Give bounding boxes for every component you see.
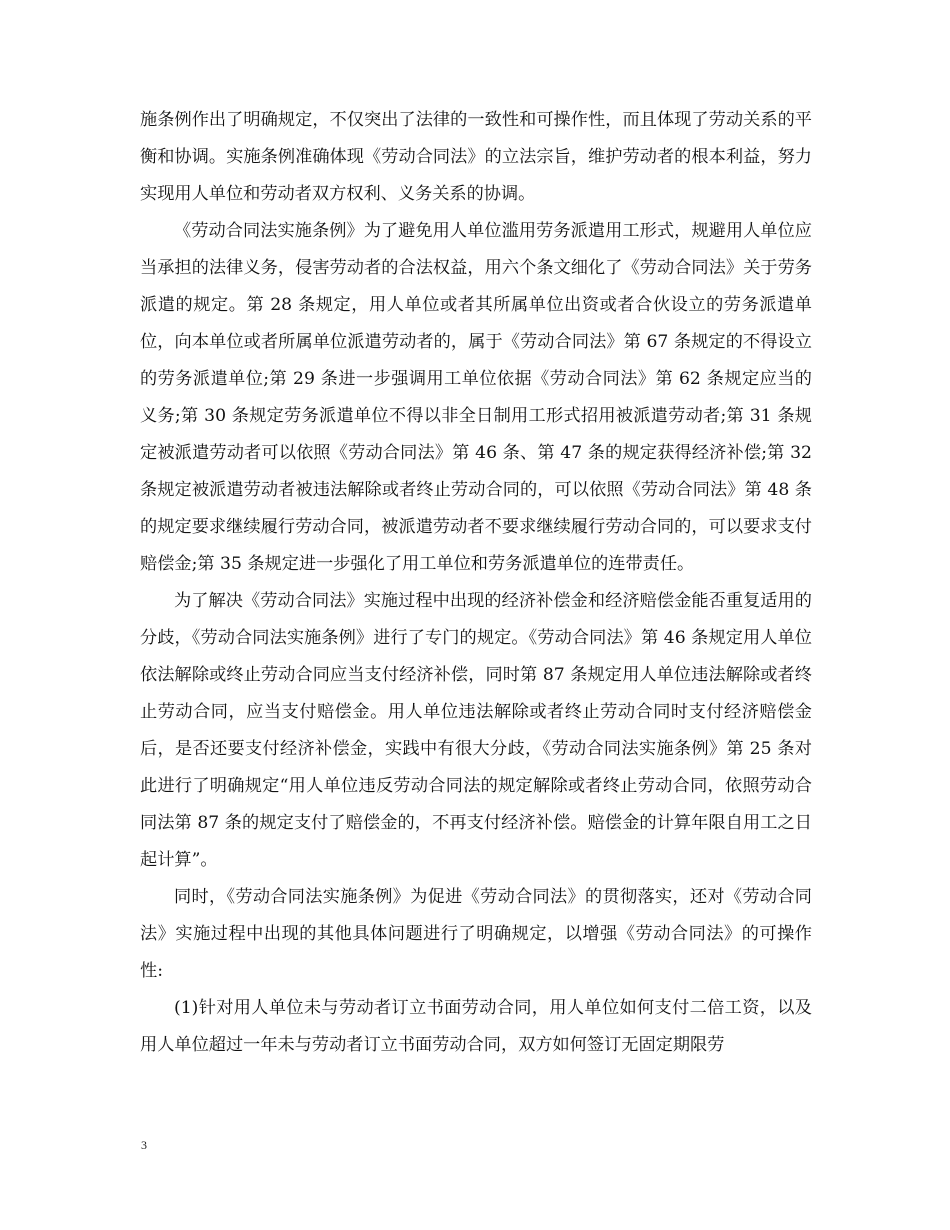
- paragraph-2: 《劳动合同法实施条例》为了避免用人单位滥用劳务派遣用工形式，规避用人单位应当承担的法律义务，侵害劳动者的合法权益，用六个条文细化了《劳动合同法》关于劳务派遣的规定。第 28 条规定，用人单位或者其所属单位出资或者合伙设立的劳务派遣单位，向本单位或者所属单位派遣劳动者的，属于《劳动合同法》第 67 条规定的不得设立的劳务派遣单位;第 29 条进一步强调用工单位依据《劳动合同法》第 62 条规定应当的义务;第 30 条规定劳务派遣单位不得以非全日制用工形式招用被派遣劳动者;第 31 条规定被派遣劳动者可以依照《劳动合同法》第 46 条、第 47 条的规定获得经济补偿;第 32 条规定被派遣劳动者被违法解除或者终止劳动合同的，可以依照《劳动合同法》第 48 条的规定要求继续履行劳动合同，被派遣劳动者不要求继续履行劳动合同的，可以要求支付赔偿金;第 35 条规定进一步强化了用工单位和劳务派遣单位的连带责任。: [140, 221, 812, 574]
- paragraph-3: 为了解决《劳动合同法》实施过程中出现的经济补偿金和经济赔偿金能否重复适用的分歧，《劳动合同法实施条例》进行了专门的规定。《劳动合同法》第 46 条规定用人单位依法解除或终止劳动合同应当支付经济补偿，同时第 87 条规定用人单位违法解除或者终止劳动合同，应当支付赔偿金。用人单位违法解除或者终止劳动合同时支付经济赔偿金后，是否还要支付经济补偿金，实践中有很大分歧，《劳动合同法实施条例》第 25 条对此进行了明确规定“用人单位违反劳动合同法的规定解除或者终止劳动合同，依照劳动合同法第 87 条的规定支付了赔偿金的，不再支付经济补偿。赔偿金的计算年限自用工之日起计算”。: [140, 591, 812, 870]
- document-body: [140, 102, 812, 1064]
- paragraph-4: 同时，《劳动合同法实施条例》为促进《劳动合同法》的贯彻落实，还对《劳动合同法》实施过程中出现的其他具体问题进行了明确规定，以增强《劳动合同法》的可操作性:: [140, 887, 812, 981]
- paragraph-1: 施条例作出了明确规定，不仅突出了法律的一致性和可操作性，而且体现了劳动关系的平衡和协调。实施条例准确体现《劳动合同法》的立法宗旨，维护劳动者的根本利益，努力实现用人单位和劳动者双方权利、义务关系的协调。: [140, 110, 812, 204]
- paragraph-5: (1)针对用人单位未与劳动者订立书面劳动合同，用人单位如何支付二倍工资，以及用人单位超过一年未与劳动者订立书面劳动合同，双方如何签订无固定期限劳: [140, 998, 812, 1055]
- page-number: 3: [141, 1138, 147, 1152]
